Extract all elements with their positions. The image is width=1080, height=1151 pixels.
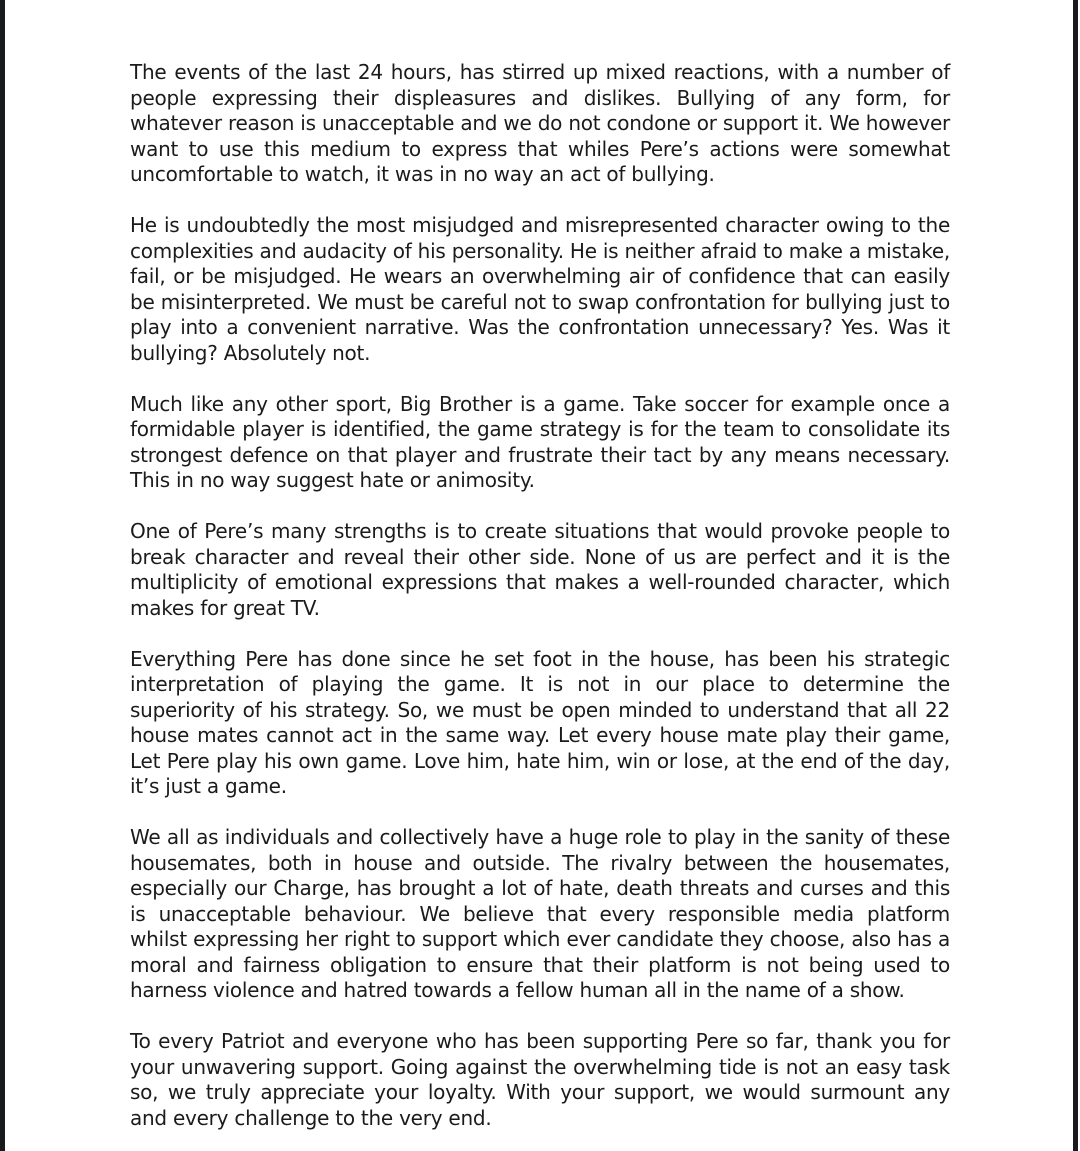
statement-paragraph-2: He is undoubtedly the most misjudged and misrepresented character owing to the complexities and audacity of his personality. He is neither afraid to make a mistake, fail, or be misjudged. He wears an overwhelming air of confidence that can easily be misinterpreted. We must be careful not to swap confrontation for bullying just to play into a convenient narrative. Was the confrontation unnecessary? Yes. Was it bullying? Absolutely not. xyxy=(130,213,950,365)
statement-paragraph-3: Much like any other sport, Big Brother is a game. Take soccer for example once a formidable player is identified, the game strategy is for the team to consolidate its strongest defence on that player and frustrate their tact by any means necessary. This in no way suggest hate or animosity. xyxy=(130,391,950,492)
statement-paragraph-1: The events of the last 24 hours, has stirred up mixed reactions, with a number of people expressing their displeasures and dislikes. Bullying of any form, for whatever reason is unacceptable and we do not condone or support it. We however want to use this medium to express that whiles Pere’s actions were somewhat uncomfortable to watch, it was in no way an act of bullying. xyxy=(130,60,950,186)
page-left-edge-border xyxy=(0,0,5,1151)
statement-paragraph-6: We all as individuals and collectively have a huge role to play in the sanity of these housemates, both in house and outside. The rivalry between the housemates, especially our Charge, has brought a lot of hate, death threats and curses and this is unacceptable behaviour. We believe that every responsible media platform whilst expressing her right to support which ever candidate they choose, also has a moral and fairness obligation to ensure that their platform is not being used to harness violence and hatred towards a fellow human all in the name of a show. xyxy=(130,825,950,1002)
statement-paragraph-7: To every Patriot and everyone who has been supporting Pere so far, thank you for your unwavering support. Going against the overwhelming tide is not an easy task so, we truly appreciate your loyalty. With your support, we would surmount any and every challenge to the very end. xyxy=(130,1029,950,1130)
statement-paragraph-4: One of Pere’s many strengths is to create situations that would provoke people to break character and reveal their other side. None of us are perfect and it is the multiplicity of emotional expressions that makes a well-rounded character, which makes for great TV. xyxy=(130,519,950,620)
page-right-edge-border xyxy=(1073,0,1078,1151)
statement-body xyxy=(130,60,950,1131)
statement-paragraph-5: Everything Pere has done since he set foot in the house, has been his strategic interpretation of playing the game. It is not in our place to determine the superiority of his strategy. So, we must be open minded to understand that all 22 house mates cannot act in the same way. Let every house mate play their game, Let Pere play his own game. Love him, hate him, win or lose, at the end of the day, it’s just a game. xyxy=(130,646,950,798)
